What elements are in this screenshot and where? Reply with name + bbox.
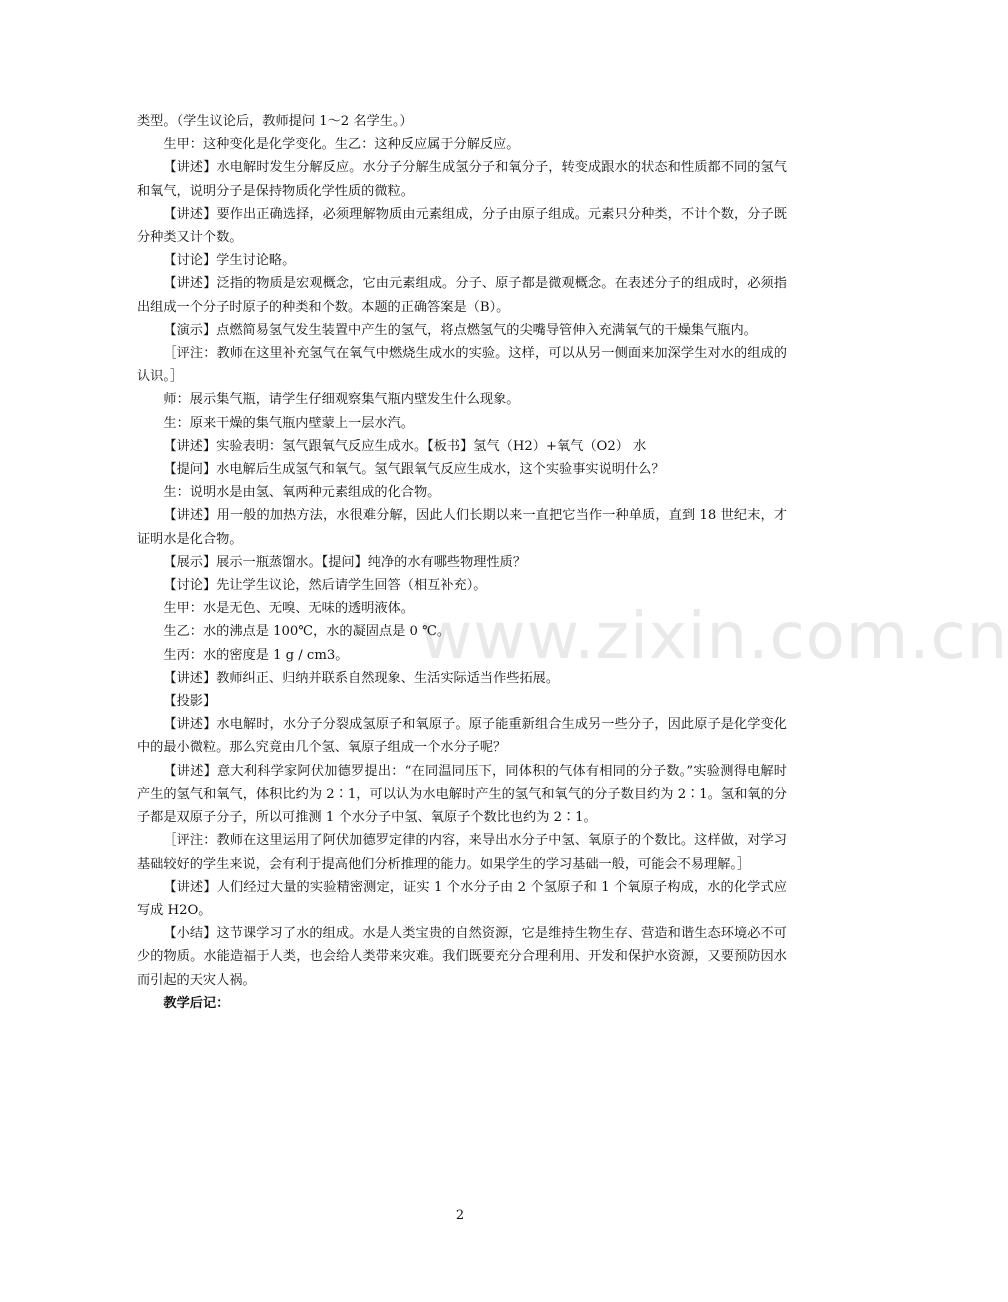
paragraph: 【讲述】水电解时，水分子分裂成氢原子和氧原子。原子能重新组合生成另一些分子，因此原子是化学变化中的最小微粒。那么究竟由几个氢、氧原子组成一个水分子呢？: [137, 717, 787, 756]
paragraph: 【讲述】教师纠正、归纳并联系自然现象、生活实际适当作些拓展。: [163, 670, 560, 686]
paragraph: 【讲述】意大利科学家阿伏加德罗提出：“在同温同压下，同体积的气体有相同的分子数。”实验测得电解时产生的氢气和氧气，体积比约为 2∶1，可以认为水电解时产生的氢气和氧气的分子数目约为 2∶1。氢和氧的分子都是双原子分子，所以可推测 1 个水分子中氢、氧原子个数比也约为 2∶1。: [137, 763, 787, 826]
paragraph: 生甲：这种变化是化学变化。生乙：这种反应属于分解反应。: [163, 137, 520, 153]
paragraph: 生丙：水的密度是 1 g / cm3。: [163, 647, 349, 663]
paragraph: 【提问】水电解后生成氢气和氧气。氢气跟氧气反应生成水，这个实验事实说明什么？: [163, 462, 665, 478]
paragraph: 【投影】: [163, 694, 217, 710]
paragraph: 【展示】展示一瓶蒸馏水。【提问】纯净的水有哪些物理性质？: [163, 554, 527, 570]
paragraph: 生：原来干燥的集气瓶内壁蒙上一层水汽。: [163, 415, 414, 431]
paragraph: 类型。（学生议论后，教师提问 1～2 名学生。）: [137, 114, 413, 129]
paragraph: 师：展示集气瓶，请学生仔细观察集气瓶内壁发生什么现象。: [163, 392, 520, 408]
paragraph: 【讲述】实验表明：氢气跟氧气反应生成水。【板书】氢气（H2）+氧气（O2） 水: [163, 438, 647, 454]
document-body: [137, 110, 787, 1015]
paragraph: ［评注：教师在这里补充氢气在氧气中燃烧生成水的实验。这样，可以从另一侧面来加深学生对水的组成的认识。］: [137, 346, 787, 385]
paragraph: 【讲述】人们经过大量的实验精密测定，证实 1 个水分子由 2 个氢原子和 1 个氧原子构成，水的化学式应写成 H2O。: [137, 879, 787, 918]
paragraph: 【讨论】学生讨论略。: [163, 253, 296, 269]
paragraph: 生：说明水是由氢、氧两种元素组成的化合物。: [163, 485, 441, 501]
paragraph: 【讲述】用一般的加热方法，水很难分解，因此人们长期以来一直把它当作一种单质，直到 18 世纪末，才证明水是化合物。: [137, 508, 787, 547]
paragraph: 【讨论】先让学生议论，然后请学生回答（相互补充）。: [163, 578, 487, 594]
watermark-text: www.zixin.com.cn: [420, 600, 1008, 674]
paragraph: 【讲述】要作出正确选择，必须理解物质由元素组成，分子由原子组成。元素只分种类，不计个数，分子既分种类又计个数。: [137, 206, 787, 246]
paragraph: 生甲：水是无色、无嗅、无味的透明液体。: [163, 601, 414, 617]
paragraph: 【讲述】水电解时发生分解反应。水分子分解生成氢分子和氧分子，转变成跟水的状态和性质都不同的氢气和氧气，说明分子是保持物质化学性质的微粒。: [137, 160, 787, 199]
paragraph: 生乙：水的沸点是 100℃，水的凝固点是 0 ℃。: [163, 624, 451, 640]
page-number: 2: [455, 1208, 465, 1223]
paragraph: 【讲述】泛指的物质是宏观概念，它由元素组成。分子、原子都是微观概念。在表述分子的组成时，必须指出组成一个分子时原子的种类和个数。本题的正确答案是（B）。: [137, 276, 787, 315]
paragraph: ［评注：教师在这里运用了阿伏加德罗定律的内容，来导出水分子中氢、氧原子的个数比。这样做，对学习基础较好的学生来说，会有利于提高他们分析推理的能力。如果学生的学习基础一般，可能会不易理解。］: [137, 833, 787, 872]
paragraph: 【演示】点燃简易氢气发生装置中产生的氢气，将点燃氢气的尖嘴导管伸入充满氧气的干燥集气瓶内。: [163, 322, 757, 338]
paragraph: 【小结】这节课学习了水的组成。水是人类宝贵的自然资源，它是维持生物生存、营造和谐生态环境必不可少的物质。水能造福于人类，也会给人类带来灾难。我们既要充分合理利用、开发和保护水资源，又要预防因水而引起的天灾人祸。: [137, 926, 787, 988]
teaching-notes-heading: 教学后记：: [163, 995, 230, 1011]
